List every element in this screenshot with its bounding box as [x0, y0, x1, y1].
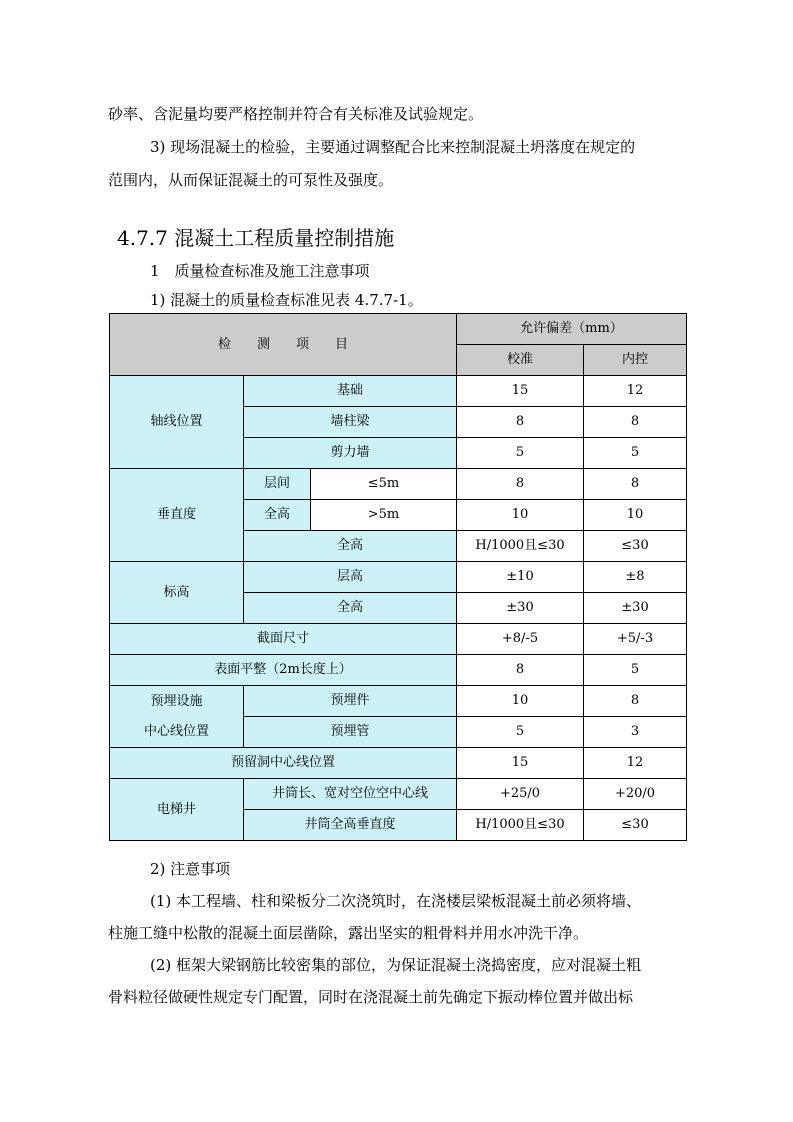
elevator-row-calib: H/1000且≤30 [457, 810, 584, 841]
elevator-label: 电梯井 [110, 779, 244, 841]
intro-line-2: 3) 现场混凝土的检验，主要通过调整配合比来控制混凝土坍落度在规定的 [150, 138, 636, 156]
axis-row-calib: 8 [457, 407, 584, 438]
header-allowance: 允许偏差（mm） [457, 314, 687, 345]
header-item: 检 测 项 目 [110, 314, 457, 376]
elevation-label: 标高 [110, 562, 244, 624]
elevation-row-calib: ±30 [457, 593, 584, 624]
vertical-total-internal: 10 [584, 500, 687, 531]
axis-row-internal: 12 [584, 376, 687, 407]
embedded-row-internal: 8 [584, 686, 687, 717]
elevator-row-calib: +25/0 [457, 779, 584, 810]
note-1-line-1: (1) 本工程墙、柱和梁板分二次浇筑时，在浇楼层梁板混凝土前必须将墙、 [150, 892, 642, 910]
elevation-row-internal: ±8 [584, 562, 687, 593]
header-calib: 校准 [457, 345, 584, 376]
axis-row-internal: 5 [584, 438, 687, 469]
embedded-label [110, 686, 244, 748]
intro-line-3: 范围内，从而保证混凝土的可泵性及强度。 [108, 171, 394, 189]
vertical-full-internal: ≤30 [584, 531, 687, 562]
vertical-floor-calib: 8 [457, 469, 584, 500]
vertical-total: 全高 [244, 500, 311, 531]
reserved-hole-internal: 12 [584, 748, 687, 779]
vertical-label: 垂直度 [110, 469, 244, 562]
embedded-row-calib: 5 [457, 717, 584, 748]
notes-title: 2) 注意事项 [150, 860, 231, 878]
header-internal: 内控 [584, 345, 687, 376]
quality-standard-table [109, 313, 687, 841]
vertical-total-cond: >5m [311, 500, 457, 531]
embedded-row-calib: 10 [457, 686, 584, 717]
vertical-floor: 层间 [244, 469, 311, 500]
embedded-label-line-1: 预埋设施 [150, 693, 203, 709]
section-size-calib: +8/-5 [457, 624, 584, 655]
section-size-name: 截面尺寸 [110, 624, 457, 655]
axis-row-calib: 5 [457, 438, 584, 469]
note-1-line-2: 柱施工缝中松散的混凝土面层凿除，露出坚实的粗骨料并用水冲洗干净。 [108, 924, 589, 942]
flatness-name: 表面平整（2m长度上） [110, 655, 457, 686]
intro-line-1: 砂率、含泥量均要严格控制并符合有关标准及试验规定。 [108, 105, 484, 123]
axis-label: 轴线位置 [110, 376, 244, 469]
axis-row-calib: 15 [457, 376, 584, 407]
elevation-row-name: 层高 [244, 562, 457, 593]
vertical-full-calib: H/1000且≤30 [457, 531, 584, 562]
note-2-line-2: 骨料粒径做硬性规定专门配置，同时在浇混凝土前先确定下振动棒位置并做出标 [108, 988, 634, 1006]
elevator-row-internal: +20/0 [584, 779, 687, 810]
subsection-title: 1 质量检查标准及施工注意事项 [150, 262, 370, 280]
reserved-hole-name: 预留洞中心线位置 [110, 748, 457, 779]
vertical-total-calib: 10 [457, 500, 584, 531]
section-heading: 4.7.7 混凝土工程质量控制措施 [117, 226, 395, 250]
elevator-row-internal: ≤30 [584, 810, 687, 841]
reserved-hole-calib: 15 [457, 748, 584, 779]
table-reference: 1) 混凝土的质量检查标准见表 4.7.7-1。 [150, 291, 423, 309]
embedded-label-line-2: 中心线位置 [143, 723, 209, 739]
note-2-line-1: (2) 框架大梁钢筋比较密集的部位，为保证混凝土浇捣密度，应对混凝土粗 [150, 956, 642, 974]
section-size-internal: +5/-3 [584, 624, 687, 655]
axis-row-name: 基础 [244, 376, 457, 407]
vertical-full: 全高 [244, 531, 457, 562]
axis-row-name: 墙柱梁 [244, 407, 457, 438]
axis-row-name: 剪力墙 [244, 438, 457, 469]
vertical-floor-cond: ≤5m [311, 469, 457, 500]
elevator-row-name: 井筒全高垂直度 [244, 810, 457, 841]
elevation-row-internal: ±30 [584, 593, 687, 624]
embedded-row-name: 预埋管 [244, 717, 457, 748]
elevator-row-name: 井筒长、宽对空位空中心线 [244, 779, 457, 810]
elevation-row-name: 全高 [244, 593, 457, 624]
flatness-calib: 8 [457, 655, 584, 686]
vertical-floor-internal: 8 [584, 469, 687, 500]
elevation-row-calib: ±10 [457, 562, 584, 593]
axis-row-internal: 8 [584, 407, 687, 438]
flatness-internal: 5 [584, 655, 687, 686]
embedded-row-internal: 3 [584, 717, 687, 748]
embedded-row-name: 预埋件 [244, 686, 457, 717]
